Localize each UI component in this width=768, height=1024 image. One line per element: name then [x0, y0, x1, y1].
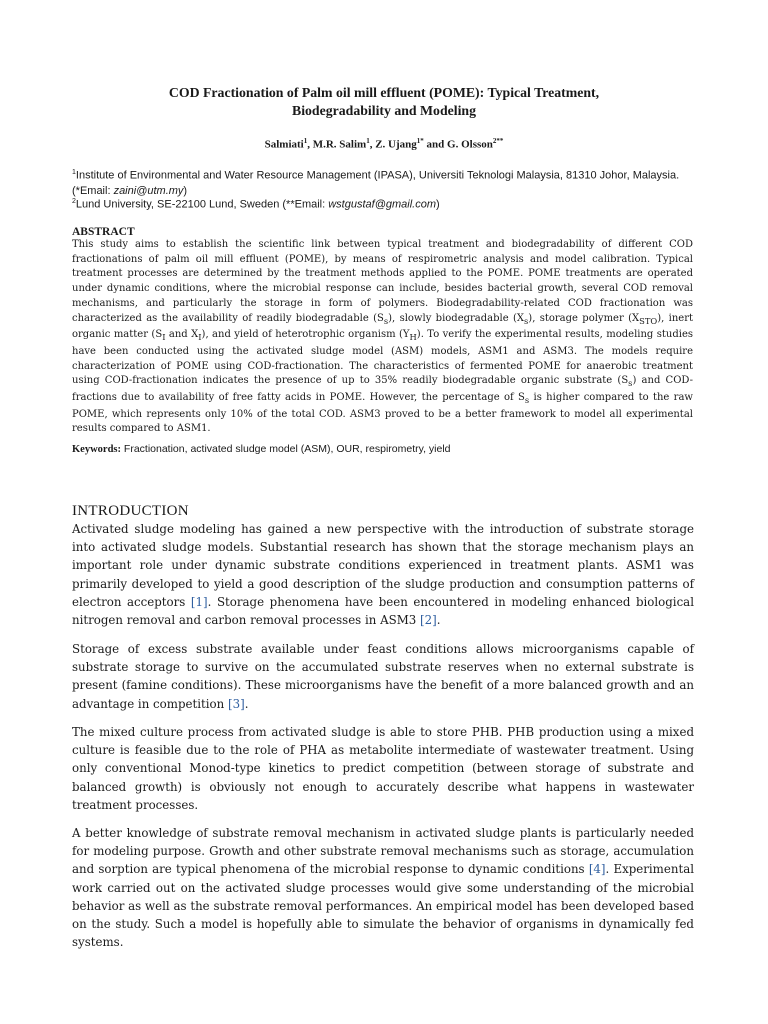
author-name: M.R. Salim [312, 138, 367, 151]
affiliation-text: Lund University, SE-22100 Lund, Sweden (**Email: [75, 198, 329, 211]
subscript: I [198, 332, 202, 343]
author-separator: , [369, 138, 376, 151]
subscript: s [628, 378, 633, 389]
keywords-line [72, 442, 693, 457]
author-list [0, 134, 768, 152]
abstract-heading: ABSTRACT [72, 226, 135, 238]
title-line-1: COD Fractionation of Palm oil mill effluent (POME): Typical Treatment, [168, 85, 600, 100]
keywords-text: Fractionation, activated sludge model (ASM), OUR, respirometry, yield [121, 443, 451, 455]
affiliation-2 [72, 194, 702, 213]
paragraph-text: Storage of excess substrate available under feast conditions allows microorganisms capable of substrate storage to survive on the accumulated substrate reserves when no external substrate is present (famine conditions). These microorganisms have the benefit of a more balanced growth and an advantage in competition [72, 642, 694, 711]
citation-link[interactable]: [2] [420, 613, 437, 628]
paragraph-text: . [244, 696, 249, 711]
author-affiliation-mark: 1 [366, 137, 370, 145]
author-affiliation-mark: 1 [303, 137, 308, 145]
email-link[interactable]: wstgustaf@gmail.com [328, 198, 436, 211]
subscript: s [524, 395, 530, 406]
author-name: Z. Ujang [375, 138, 417, 151]
paper-title [0, 84, 768, 120]
introduction-heading: INTRODUCTION [72, 503, 189, 519]
citation-link[interactable]: [3] [227, 696, 245, 711]
affiliation-close: ) [436, 198, 440, 211]
abstract-text: This study aims to establish the scientific link between typical treatment and biodegradability of different COD fractionations of palm oil mill effluent (POME), by means of respirometric analysis and model calibration. Typical treatment processes are determined by the treatment methods applied to the POME. POME treatments are operated under dynamic conditions, where the microbial response can include, besides bacterial growth, several COD removal mechanisms, and particularly the storage in form of polymers. Biodegradability-related COD fractionation was characterized as the availability of readily biodegradable (S [72, 239, 693, 324]
abstract-text: ) and COD-fractions due to availability of free fatty acids in POME. However, the percentage of S [72, 375, 693, 404]
abstract-text: ). To verify the experimental results, modeling studies have been conducted using the activated sludge model (ASM) models, ASM1 and ASM3. The models require characterization of POME using COD-fractionation. The characteristics of fermented POME for anaerobic treatment using COD-fractionation indicates the presence of up to 35% readily biodegradable organic substrate (S [72, 329, 693, 387]
paragraph-text: . Experimental work carried out on the activated sludge processes would give some understanding of the microbial behavior as well as the substrate removal performances. An empirical model has been developed based on the study. Such a model is hopefully able to simulate the behavior of organisms in dynamically fed systems. [72, 862, 694, 950]
paragraph-text: . [436, 613, 441, 628]
author-name: G. Olsson [447, 138, 493, 151]
intro-paragraph-2 [72, 640, 694, 713]
intro-paragraph-1 [72, 520, 694, 629]
abstract-text: ), inert organic matter (S [72, 312, 693, 341]
abstract-text: ), storage polymer (X [528, 312, 640, 324]
keywords-label: Keywords: [72, 444, 121, 455]
paragraph-text: . Storage phenomena have been encountered in modeling enhanced biological nitrogen removal and carbon removal processes in ASM3 [72, 594, 694, 628]
affiliation-mark: 1 [72, 169, 76, 176]
subscript: I [162, 332, 166, 343]
subscript: STO [639, 315, 658, 326]
email-link[interactable]: zaini@utm.my [113, 184, 184, 197]
author-affiliation-mark: 1* [416, 137, 424, 145]
affiliation-mark: 2 [72, 198, 76, 205]
author-name: Salmiati [264, 138, 304, 151]
abstract-text: ), and yield of heterotrophic organism (Y [201, 329, 410, 341]
abstract-body [72, 238, 693, 437]
subscript: H [409, 332, 417, 343]
author-affiliation-mark: 2** [492, 137, 504, 145]
affiliation-text: Institute of Environmental and Water Resource Management (IPASA), Universiti Teknologi Malaysia, 81310 Johor, Malaysia. (*Email: [72, 169, 680, 197]
intro-paragraph-4 [72, 824, 694, 951]
citation-link[interactable]: [4] [588, 862, 606, 877]
abstract-text: and X [165, 329, 199, 341]
affiliation-close: ) [183, 184, 188, 197]
author-separator: , [307, 138, 313, 151]
title-line-2: Biodegradability and Modeling [292, 103, 476, 118]
intro-paragraph-3: The mixed culture process from activated sludge is able to store PHB. PHB production using a mixed culture is feasible due to the role of PHA as metabolite intermediate of wastewater treatment. Using only conventional Monod-type kinetics to predict competition (between storage of substrate and balanced growth) is obviously not enough to accurately describe what happens in wastewater treatment processes. [72, 725, 694, 812]
paragraph-text: A better knowledge of substrate removal mechanism in activated sludge plants is particularly needed for modeling purpose. Growth and other substrate removal mechanisms such as storage, accumulation and sorption are typical phenomena of the microbial response to dynamic conditions [72, 826, 694, 877]
abstract-text: is higher compared to the raw POME, which represents only 10% of the total COD. ASM3 proved to be a better framework to model all experimental results compared to ASM1. [72, 392, 693, 435]
author-separator: and [423, 138, 448, 151]
paragraph-text: Activated sludge modeling has gained a new perspective with the introduction of substrate storage into activated sludge models. Substantial research has shown that the storage mechanism plays an important role under dynamic substrate conditions experienced in treatment plants. ASM1 was primarily developed to yield a good description of the sludge production and consumption patterns of electron acceptors [72, 522, 694, 609]
citation-link[interactable]: [1] [190, 594, 208, 609]
subscript: s [383, 315, 389, 326]
abstract-text: ), slowly biodegradable (X [388, 312, 525, 324]
subscript: s [524, 315, 529, 326]
